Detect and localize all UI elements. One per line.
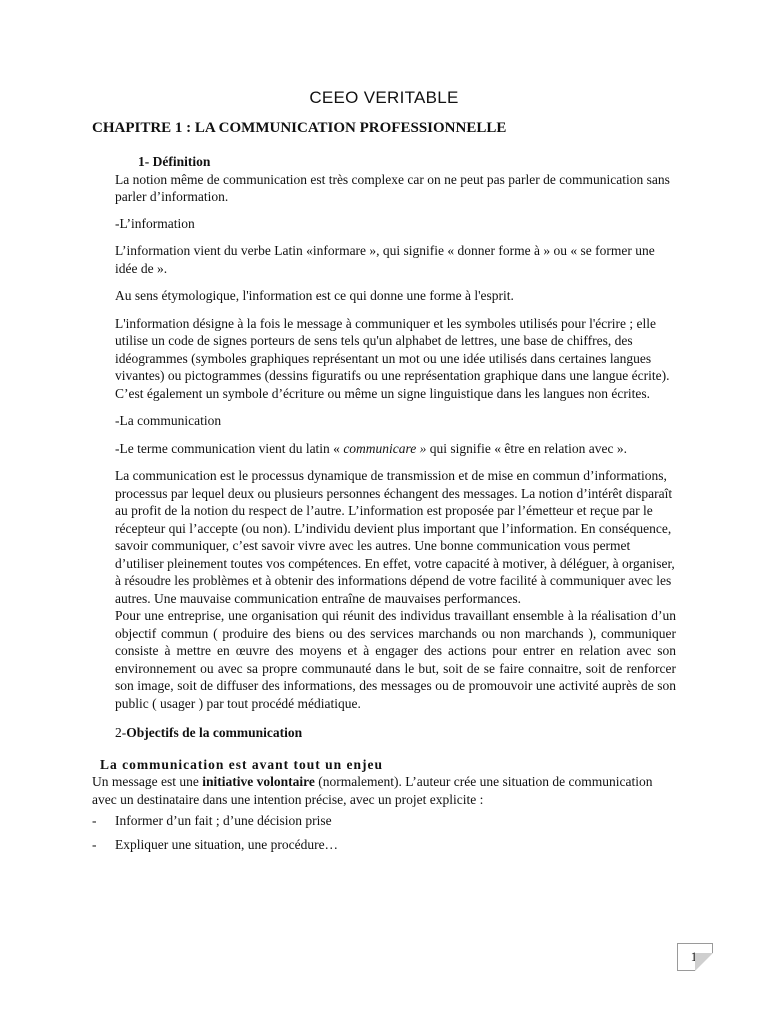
section-1-body — [92, 171, 676, 742]
communication-paragraph-2: La communication est le processus dynamique de transmission et de mise en commun d’informations, processus par lequel deux ou plusieurs personnes échangent des messages. La notion d’intérêt disparaît au profit de la notion du respect de l’autre. L’information est proposée par l’émetteur et reçue par le récepteur qui l’accepte (ou non). L’individu devient plus important que l’information. En conséquence, savoir communiquer, c’est savoir vivre avec les autres. Une bonne communication vous permet d’utiliser pleinement toutes vos compétences. En effet, votre capacité à motiver, à déléguer, à organiser, à résoudre les problèmes et à obtenir des informations dépend de votre facilité à communiquer avec les autres. Une mauvaise communication entraîne de mauvaises performances. — [115, 468, 675, 606]
section-2-p-bold: initiative volontaire — [202, 774, 315, 789]
communication-p1-text-b: qui signifie « être en relation avec ». — [426, 440, 627, 456]
list-item-text: Informer d’un fait ; d’une décision prise — [115, 813, 332, 828]
section-2-heading — [115, 724, 676, 742]
communication-heading: -La communication — [115, 413, 222, 428]
list-item — [92, 812, 676, 830]
page-number-box — [677, 943, 713, 971]
list-dash: - — [92, 813, 97, 828]
document-title: CEEO VERITABLE — [309, 88, 459, 107]
page-number: 1 — [690, 949, 698, 964]
communication-p1-text-a: -Le terme communication vient du latin « — [115, 440, 344, 456]
communication-p1-latin-term: communicare » — [343, 440, 427, 456]
communication-paragraph-3: Pour une entreprise, une organisation qui réunit des individus travaillant ensemble à la réalisation d’un objectif commun ( produire des biens ou des services marchands ou non marchands ), communiquer consiste à mettre en œuvre des moyens et à engager des actions pour entrer en relation avec son environnement ou avec sa propre communauté dans le but, soit de se faire connaitre, soit de renforcer son image, soit de diffuser des informations, des messages ou de promouvoir une activité auprès de son public ( usager ) par tout procédé médiatique. — [115, 608, 676, 711]
objectives-list — [92, 812, 676, 853]
list-item — [92, 836, 676, 854]
section-2-p-text-b: (normalement). L’auteur crée une situation de communication avec un destinataire dans une intention précise, avec un projet explicite : — [92, 774, 653, 807]
list-item-text: Expliquer une situation, une procédure… — [115, 836, 339, 852]
section-2-number: 2- — [115, 725, 127, 740]
section-1-heading: 1- Définition — [138, 154, 211, 169]
information-paragraph-2: Au sens étymologique, l'information est ce qui donne une forme à l'esprit. — [115, 288, 514, 303]
section-2-title: Objectifs de la communication — [126, 725, 303, 740]
definition-intro: La notion même de communication est très complexe car on ne peut pas parler de communication sans parler d’information. — [115, 171, 670, 204]
information-heading: -L’information — [115, 215, 195, 231]
section-2-p-text-a: Un message est une — [92, 774, 203, 789]
enjeu-heading: La communication est avant tout un enjeu — [100, 756, 384, 772]
information-paragraph-1: L’information vient du verbe Latin «informare », qui signifie « donner forme à » ou « se former une idée de ». — [115, 243, 655, 276]
list-dash: - — [92, 836, 97, 852]
communication-paragraph-1 — [115, 440, 676, 458]
information-paragraph-3: L'information désigne à la fois le message à communiquer et les symboles utilisés pour l'écrire ; elle utilise un code de signes porteurs de sens tels qu'un alphabet de lettres, une base de chiffres, des idéogrammes (symboles graphiques représentant un mot ou une idée utilisés dans certaines langues vivantes) ou pictogrammes (dessins figuratifs ou une représentation graphique dans une langue écrite). C’est également un symbole d’écriture ou même un signe linguistique dans les langues non écrites. — [115, 315, 670, 401]
document-body — [92, 153, 676, 859]
chapter-heading: CHAPITRE 1 : LA COMMUNICATION PROFESSIONNELLE — [92, 120, 507, 136]
section-2-paragraph — [92, 773, 676, 808]
